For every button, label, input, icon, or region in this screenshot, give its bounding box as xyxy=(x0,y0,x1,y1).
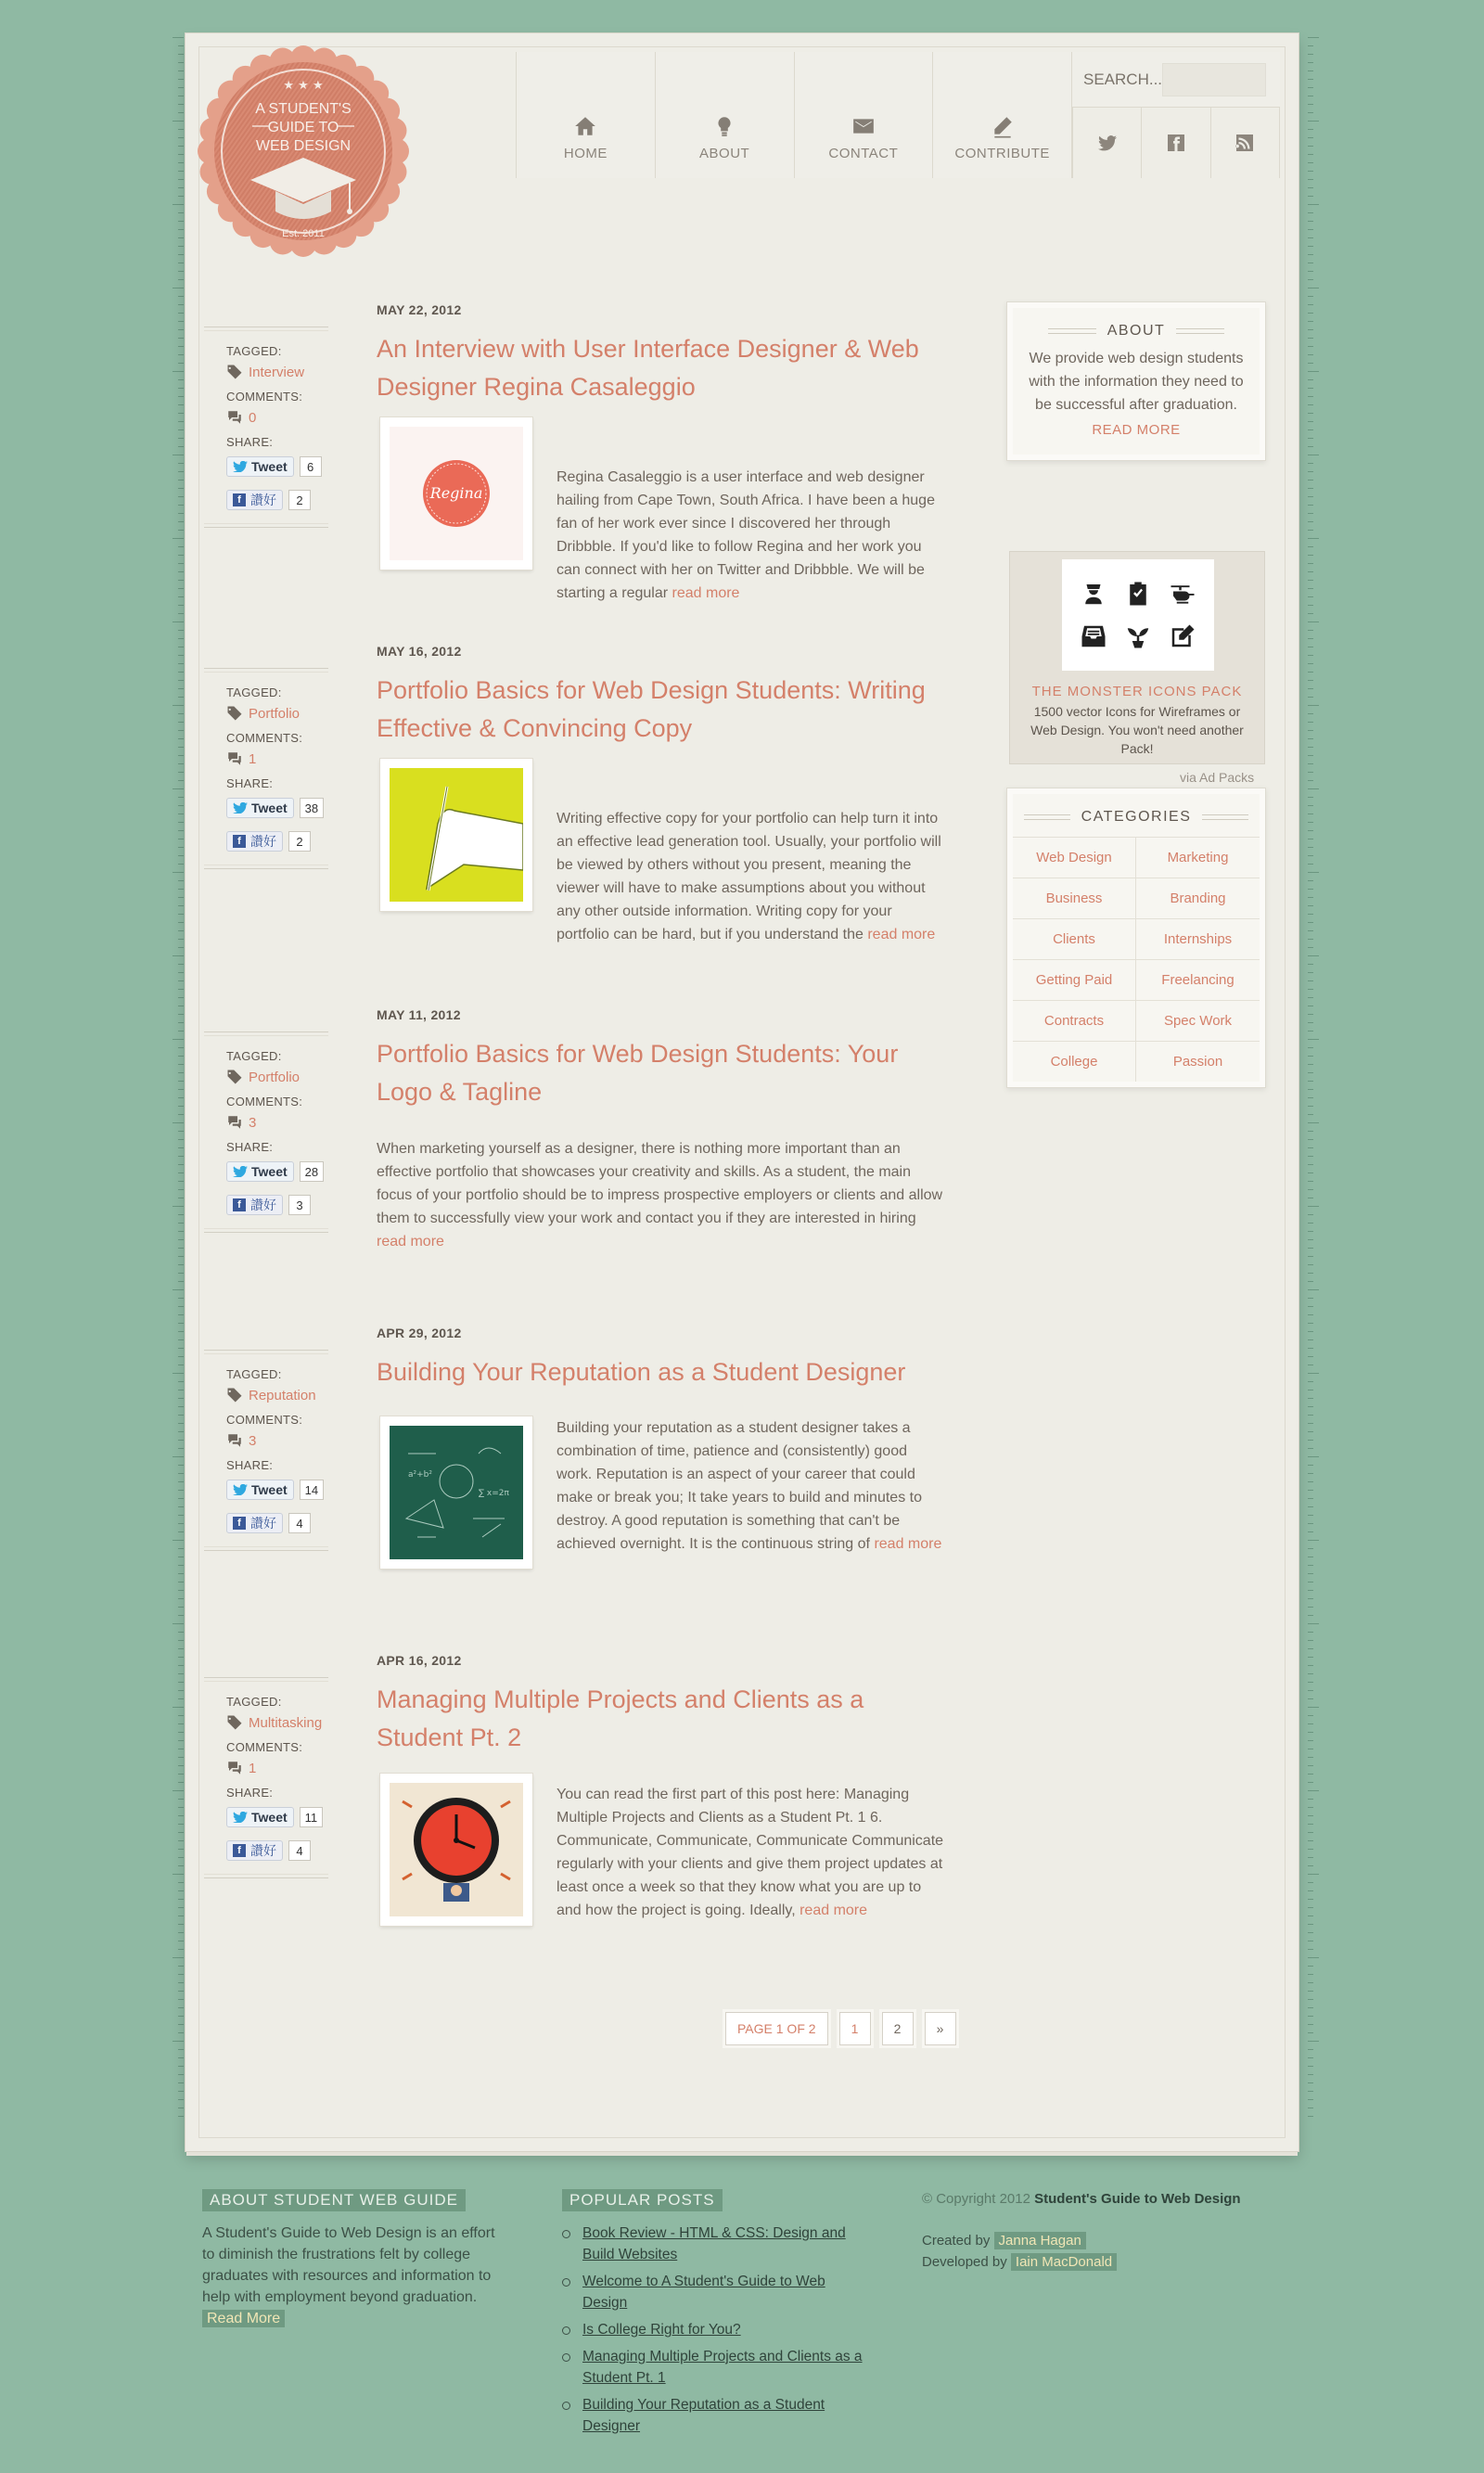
post-meta xyxy=(204,1031,328,1233)
category-link[interactable]: Passion xyxy=(1136,1041,1260,1082)
facebook-like-button[interactable] xyxy=(226,831,283,852)
post-meta xyxy=(204,668,328,869)
footer-about-text: A Student's Guide to Web Design is an effort to diminish the frustrations felt by college graduates with resources and information to help with employment beyond graduation. Read More xyxy=(202,2225,495,2326)
rss-icon xyxy=(1234,132,1256,154)
tag-icon xyxy=(226,705,243,722)
popular-post-link[interactable]: Building Your Reputation as a Student Designer xyxy=(582,2397,825,2434)
post-comments-count: 1 xyxy=(249,1760,257,1776)
like-share-row xyxy=(226,1513,328,1533)
like-share-row xyxy=(226,831,328,852)
svg-text:a²+b²: a²+b² xyxy=(408,1470,432,1480)
svg-text:★ ★ ★: ★ ★ ★ xyxy=(283,79,324,93)
post-excerpt: Regina Casaleggio is a user interface and web designer hailing from Cape Town, South Africa. I have been a huge fan of her work ever since I discovered her through Dribbble. If you'd like to follow Regina and her work you can connect with her on Twitter and Dribbble. We will be starting a regular read more xyxy=(556,469,935,601)
post-comments-count: 3 xyxy=(249,1114,257,1131)
nav-contact-label: CONTACT xyxy=(828,146,899,161)
post-comments-link[interactable] xyxy=(226,1114,328,1131)
pencil-icon xyxy=(991,114,1015,138)
like-count: 3 xyxy=(288,1195,311,1215)
popular-posts-list xyxy=(562,2223,868,2437)
category-link[interactable]: Freelancing xyxy=(1136,959,1260,1000)
post-title-link[interactable]: Portfolio Basics for Web Design Students: Your Logo & Tagline xyxy=(377,1040,899,1106)
tagged-label: TAGGED: xyxy=(226,344,282,358)
post-title-link[interactable]: Managing Multiple Projects and Clients as a Student Pt. 2 xyxy=(377,1685,864,1751)
footer-about xyxy=(202,2189,508,2329)
category-link[interactable]: Web Design xyxy=(1013,837,1136,878)
read-more-link[interactable]: read more xyxy=(800,1903,868,1918)
svg-text:∑ x=2π: ∑ x=2π xyxy=(479,1489,509,1498)
chalkboard-icon xyxy=(390,1426,523,1559)
post-thumbnail[interactable] xyxy=(380,1416,532,1569)
like-count: 4 xyxy=(288,1840,311,1861)
category-link[interactable]: College xyxy=(1013,1041,1136,1082)
tweet-share-row xyxy=(226,1161,328,1182)
post-thumbnail[interactable] xyxy=(380,759,532,911)
facebook-f-icon: f xyxy=(233,1844,246,1857)
envelope-icon xyxy=(851,114,876,138)
category-link[interactable]: Spec Work xyxy=(1136,1000,1260,1041)
read-more-link[interactable]: read more xyxy=(867,927,936,942)
nav-contribute[interactable] xyxy=(933,52,1072,178)
nav-home-label: HOME xyxy=(563,146,608,161)
tweet-label: Tweet xyxy=(251,801,288,815)
police-officer-icon xyxy=(1080,580,1107,608)
category-link[interactable]: Branding xyxy=(1136,878,1260,918)
tweet-label: Tweet xyxy=(251,1810,288,1825)
ruler-left xyxy=(156,37,184,2124)
twitter-bird-icon xyxy=(233,1166,248,1177)
read-more-link[interactable]: read more xyxy=(874,1536,942,1552)
read-more-link[interactable]: read more xyxy=(672,585,740,601)
post-tag-label: Multitasking xyxy=(249,1714,323,1731)
clock-person-icon xyxy=(390,1783,523,1916)
facebook-like-button[interactable] xyxy=(226,1840,283,1861)
comments-icon xyxy=(226,1760,243,1776)
svg-text:WEB DESIGN: WEB DESIGN xyxy=(255,138,352,154)
tweet-label: Tweet xyxy=(251,1482,288,1497)
creator-link[interactable]: Janna Hagan xyxy=(994,2232,1086,2249)
post-meta xyxy=(204,1350,328,1551)
facebook-like-button[interactable] xyxy=(226,1513,283,1533)
comments-icon xyxy=(226,409,243,426)
pagination xyxy=(725,2012,956,2045)
category-link[interactable]: Marketing xyxy=(1136,837,1260,878)
footer-popular-title: POPULAR POSTS xyxy=(562,2189,723,2211)
ad-attribution[interactable]: via Ad Packs xyxy=(1180,770,1255,785)
header-tools xyxy=(1072,52,1280,178)
edit-square-icon xyxy=(1169,622,1196,650)
facebook-icon xyxy=(1165,132,1187,154)
like-label: 讚好 xyxy=(250,834,276,849)
comments-icon xyxy=(226,1432,243,1449)
tweet-share-row xyxy=(226,456,328,477)
nav-about[interactable] xyxy=(656,52,795,178)
developed-by: Developed by Iain MacDonald xyxy=(922,2254,1256,2270)
facebook-link[interactable] xyxy=(1141,108,1209,178)
post-excerpt: You can read the first part of this post here: Managing Multiple Projects and Clients as a Student Pt. 1 6. Communicate, Communicate, Communicate Communicate regularly with your clients and give them project updates at least once a week so that they know what you are up to and how the project is going. Ideally, read more xyxy=(556,1787,944,1918)
helicopter-icon xyxy=(1169,580,1196,608)
tagged-label: TAGGED: xyxy=(226,686,282,699)
clipboard-check-icon xyxy=(1124,580,1152,608)
post-tag-link[interactable] xyxy=(226,1714,328,1731)
svg-text:GUIDE TO: GUIDE TO xyxy=(267,120,339,135)
footer-popular-posts xyxy=(562,2189,868,2442)
popular-post-link[interactable]: Managing Multiple Projects and Clients as a Student Pt. 1 xyxy=(582,2349,863,2386)
about-widget-title: ABOUT xyxy=(1013,323,1260,340)
tweet-button[interactable] xyxy=(226,798,294,818)
ad-monster-icons[interactable] xyxy=(1009,551,1265,764)
tweet-count: 14 xyxy=(300,1480,324,1500)
twitter-bird-icon xyxy=(233,461,248,472)
categories-grid xyxy=(1013,837,1260,1082)
tweet-share-row xyxy=(226,1480,328,1500)
tweet-count: 28 xyxy=(300,1161,324,1182)
tag-icon xyxy=(226,1069,243,1085)
post-tag-label: Portfolio xyxy=(249,705,301,722)
post-tag-link[interactable] xyxy=(226,1069,328,1085)
tagged-label: TAGGED: xyxy=(226,1695,282,1709)
tag-icon xyxy=(226,364,243,380)
like-share-row xyxy=(226,1195,328,1215)
page-info: PAGE 1 OF 2 xyxy=(725,2012,828,2045)
post-comments-count: 1 xyxy=(249,750,257,767)
popular-post-item xyxy=(562,2394,868,2437)
category-link[interactable]: Clients xyxy=(1013,918,1136,959)
post-comments-link[interactable] xyxy=(226,1760,328,1776)
share-label: SHARE: xyxy=(226,1786,274,1800)
category-link[interactable]: Contracts xyxy=(1013,1000,1136,1041)
category-link[interactable]: Internships xyxy=(1136,918,1260,959)
post-tag-link[interactable] xyxy=(226,1387,328,1403)
tweet-count: 6 xyxy=(300,456,322,477)
share-label: SHARE: xyxy=(226,1458,274,1472)
comments-icon xyxy=(226,1114,243,1131)
home-icon xyxy=(573,114,597,138)
search-label: SEARCH... xyxy=(1083,70,1163,88)
developer-link[interactable]: Iain MacDonald xyxy=(1011,2253,1117,2271)
plant-sprout-icon xyxy=(1124,622,1152,650)
post-excerpt: Building your reputation as a student designer takes a combination of time, patience and (consistently) good work. Reputation is an aspect of your career that could make or break you; It take years to build and minutes to destroy. A good reputation is something that can't be achieved overnight. It is the continuous string of read more xyxy=(556,1420,942,1552)
tweet-count: 38 xyxy=(300,798,324,818)
site-logo[interactable] xyxy=(197,45,410,258)
footer-read-more-link[interactable]: Read More xyxy=(202,2310,285,2327)
nav-contact[interactable] xyxy=(795,52,934,178)
ruler-right xyxy=(1308,37,1336,2124)
comments-icon xyxy=(226,750,243,767)
regina-logo-icon xyxy=(390,427,523,560)
like-count: 2 xyxy=(288,490,311,510)
read-more-link[interactable]: read more xyxy=(377,1234,444,1249)
like-share-row xyxy=(226,1840,328,1861)
twitter-bird-icon xyxy=(233,802,248,814)
post-tag-label: Reputation xyxy=(249,1387,316,1403)
post-comments-link[interactable] xyxy=(226,1432,328,1449)
rss-link[interactable] xyxy=(1210,108,1280,178)
like-count: 4 xyxy=(288,1513,311,1533)
ad-title: THE MONSTER ICONS PACK xyxy=(1031,684,1243,699)
footer-about-title: ABOUT STUDENT WEB GUIDE xyxy=(202,2189,466,2211)
post-meta xyxy=(204,1677,328,1878)
popular-post-item xyxy=(562,2223,868,2265)
categories-title: CATEGORIES xyxy=(1013,809,1260,826)
nav-about-label: ABOUT xyxy=(699,146,750,161)
categories-widget xyxy=(1013,794,1260,1082)
post-tag-label: Interview xyxy=(249,364,305,380)
share-label: SHARE: xyxy=(226,776,274,790)
comments-label: COMMENTS: xyxy=(226,731,303,745)
share-label: SHARE: xyxy=(226,1140,274,1154)
popular-post-link[interactable]: Is College Right for You? xyxy=(582,2322,741,2338)
post-excerpt: Writing effective copy for your portfolio can help turn it into an effective lead generation tool. Usually, your portfolio will be viewed by others without you present, meaning the viewer will have to make assumptions about you without any other outside information. Writing copy for your portfolio can be hard, but if you understand the read more xyxy=(556,811,941,942)
comments-label: COMMENTS: xyxy=(226,1740,303,1754)
popular-post-item xyxy=(562,2346,868,2389)
svg-text:A STUDENT'S: A STUDENT'S xyxy=(255,101,352,117)
post-comments-count: 0 xyxy=(249,409,257,426)
post-comments-count: 3 xyxy=(249,1432,257,1449)
lightbulb-icon xyxy=(712,114,736,138)
nav-home[interactable] xyxy=(517,52,656,178)
inbox-tray-icon xyxy=(1080,622,1107,650)
about-widget-text: We provide web design students with the information they need to be successful after graduation. xyxy=(1029,351,1244,413)
about-read-more-link[interactable]: READ MORE xyxy=(1092,422,1181,438)
tagged-label: TAGGED: xyxy=(226,1049,282,1063)
post-tag-link[interactable] xyxy=(226,705,328,722)
tweet-button[interactable] xyxy=(226,1480,294,1500)
copyright: © Copyright 2012 Student's Guide to Web Design xyxy=(922,2191,1241,2207)
tweet-share-row xyxy=(226,1807,328,1827)
footer-credits xyxy=(922,2191,1256,2270)
post-date: MAY 11, 2012 xyxy=(377,1007,461,1022)
tagged-label: TAGGED: xyxy=(226,1367,282,1381)
post-tag-label: Portfolio xyxy=(249,1069,301,1085)
post-date: MAY 22, 2012 xyxy=(377,302,462,317)
facebook-f-icon: f xyxy=(233,493,246,506)
like-share-row xyxy=(226,490,328,510)
facebook-f-icon: f xyxy=(233,1198,246,1211)
facebook-like-button[interactable] xyxy=(226,490,283,510)
created-by: Created by Janna Hagan xyxy=(922,2233,1256,2249)
like-label: 讚好 xyxy=(250,1516,276,1531)
popular-post-link[interactable]: Welcome to A Student's Guide to Web Design xyxy=(582,2274,825,2311)
comments-label: COMMENTS: xyxy=(226,1413,303,1427)
search-bar xyxy=(1072,52,1280,108)
tweet-button[interactable] xyxy=(226,456,294,477)
like-label: 讚好 xyxy=(250,1198,276,1212)
post-meta xyxy=(204,327,328,528)
svg-text:Regina: Regina xyxy=(429,484,483,502)
svg-text:Est. 2011: Est. 2011 xyxy=(282,228,325,239)
popular-post-item xyxy=(562,2271,868,2313)
tweet-button[interactable] xyxy=(226,1807,294,1827)
next-page-button[interactable]: » xyxy=(925,2012,956,2045)
tag-icon xyxy=(226,1714,243,1731)
search-input[interactable] xyxy=(1162,63,1266,96)
tweet-label: Tweet xyxy=(251,1164,288,1179)
logo-badge-icon xyxy=(197,45,410,258)
post-date: APR 16, 2012 xyxy=(377,1653,462,1668)
twitter-link[interactable] xyxy=(1072,108,1141,178)
post-title-link[interactable]: Portfolio Basics for Web Design Students: Writing Effective & Convincing Copy xyxy=(377,676,926,742)
facebook-f-icon: f xyxy=(233,835,246,848)
ad-description: 1500 vector Icons for Wireframes or Web Design. You won't need another Pack! xyxy=(1030,704,1244,756)
post-date: MAY 16, 2012 xyxy=(377,644,462,659)
tweet-button[interactable] xyxy=(226,1161,294,1182)
post-title-link[interactable]: An Interview with User Interface Designer & Web Designer Regina Casaleggio xyxy=(377,335,919,401)
category-link[interactable]: Getting Paid xyxy=(1013,959,1136,1000)
hand-writing-illustration-icon xyxy=(390,768,523,902)
post-thumbnail[interactable] xyxy=(380,1774,532,1926)
like-label: 讚好 xyxy=(250,493,276,507)
twitter-bird-icon xyxy=(233,1812,248,1823)
nav-contribute-label: CONTRIBUTE xyxy=(954,146,1050,161)
tag-icon xyxy=(226,1387,243,1403)
post-thumbnail[interactable] xyxy=(380,417,532,570)
post-date: APR 29, 2012 xyxy=(377,1326,462,1340)
category-link[interactable]: Business xyxy=(1013,878,1136,918)
tweet-label: Tweet xyxy=(251,459,288,474)
twitter-icon xyxy=(1096,132,1119,154)
page-card xyxy=(186,33,1298,2151)
facebook-like-button[interactable] xyxy=(226,1195,283,1215)
tweet-share-row xyxy=(226,798,328,818)
popular-post-link[interactable]: Book Review - HTML & CSS: Design and Build Websites xyxy=(582,2225,846,2262)
tweet-count: 11 xyxy=(300,1807,324,1827)
popular-post-item xyxy=(562,2319,868,2340)
about-widget xyxy=(1013,308,1260,455)
comments-label: COMMENTS: xyxy=(226,1095,303,1108)
comments-label: COMMENTS: xyxy=(226,390,303,404)
main-nav xyxy=(516,52,1072,178)
ad-icon-grid xyxy=(1062,559,1214,671)
post-excerpt: When marketing yourself as a designer, there is nothing more important than an effective portfolio that showcases your creativity and skills. As a student, the main focus of your portfolio should be to impress prospective employers or clients and allow them to successfully view your work and contact you if they are interested in hiring read more xyxy=(377,1141,943,1249)
twitter-bird-icon xyxy=(233,1484,248,1495)
like-label: 讚好 xyxy=(250,1843,276,1858)
facebook-f-icon: f xyxy=(233,1517,246,1530)
social-links xyxy=(1072,108,1280,178)
page-1-button[interactable]: 1 xyxy=(839,2012,871,2045)
post-tag-link[interactable] xyxy=(226,364,328,380)
like-count: 2 xyxy=(288,831,311,852)
post-comments-link[interactable] xyxy=(226,750,328,767)
share-label: SHARE: xyxy=(226,435,274,449)
page-2-button[interactable]: 2 xyxy=(882,2012,914,2045)
post-title-link[interactable]: Building Your Reputation as a Student Designer xyxy=(377,1358,906,1386)
post-comments-link[interactable] xyxy=(226,409,328,426)
